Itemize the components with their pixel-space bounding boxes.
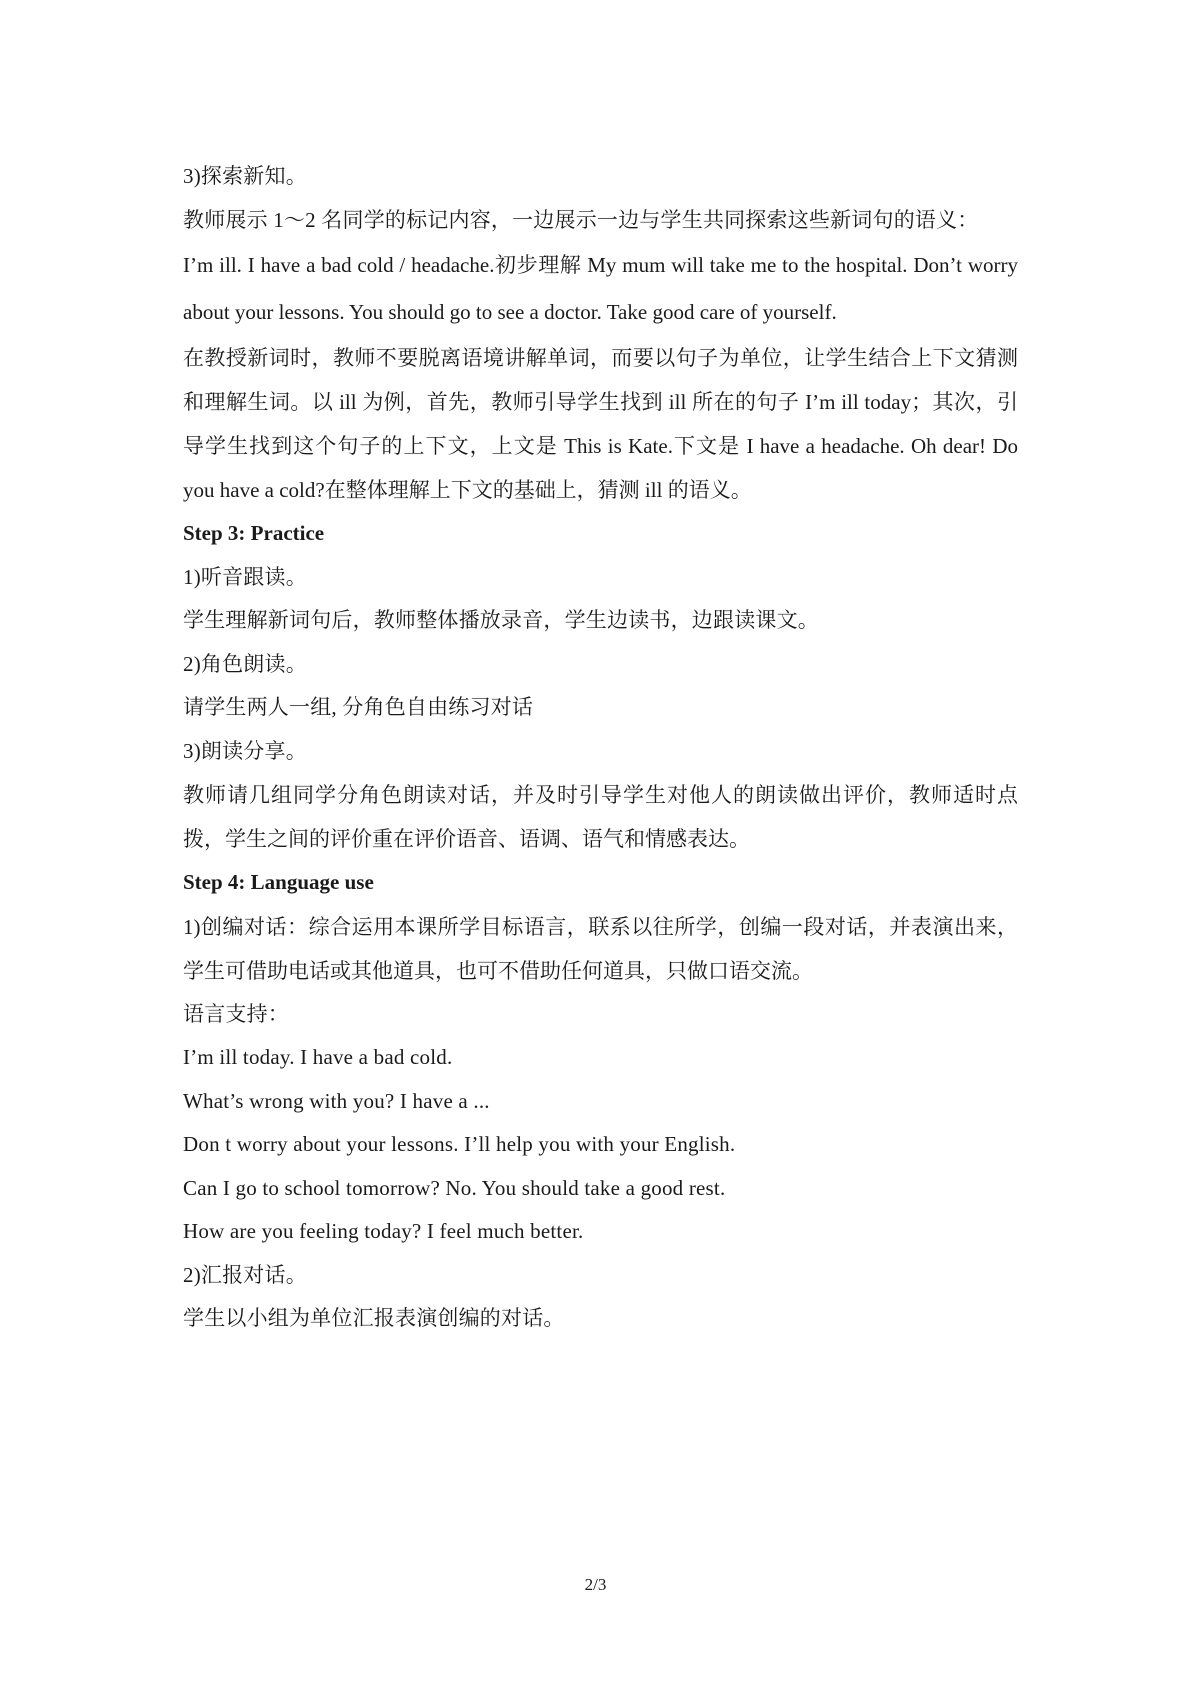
text-line: I’m ill today. I have a bad cold.	[183, 1045, 453, 1069]
text-line: 2)角色朗读。	[183, 651, 307, 676]
paragraph: 1)创编对话：综合运用本课所学目标语言，联系以往所学，创编一段对话，并表演出来，学生可借助电话或其他道具，也可不借助任何道具，只做口语交流。	[183, 914, 1018, 983]
page-body	[183, 155, 1018, 1341]
text-line: 语言支持：	[183, 1001, 289, 1026]
page-number: 2/3	[584, 1575, 607, 1594]
paragraph: 教师请几组同学分角色朗读对话，并及时引导学生对他人的朗读做出评价，教师适时点拨，学生之间的评价重在评价语音、语调、语气和情感表达。	[183, 783, 1018, 851]
section-heading: Step 4: Language use	[183, 870, 374, 894]
text-line: 教师展示 1～2 名同学的标记内容，一边展示一边与学生共同探索这些新词句的语义：	[183, 207, 979, 232]
paragraph: 在教授新词时，教师不要脱离语境讲解单词，而要以句子为单位，让学生结合上下文猜测和理解生词。以 ill 为例，首先，教师引导学生找到 ill 所在的句子 I’m ill today；其次，引导学生找到这个句子的上下文，上文是 This is Kate.下文是 I have a headache. Oh dear! Do you have a cold?在整体理解上下文的基础上，猜测 ill 的语义。	[183, 346, 1018, 502]
text-line: What’s wrong with you? I have a ...	[183, 1088, 490, 1113]
text-line: 学生理解新词句后，教师整体播放录音，学生边读书，边跟读课文。	[183, 608, 819, 632]
text-line: 1)听音跟读。	[183, 564, 307, 589]
text-line: 学生以小组为单位汇报表演创编的对话。	[183, 1306, 565, 1330]
text-line: Don t worry about your lessons. I’ll help you with your English.	[183, 1132, 736, 1156]
text-line: How are you feeling today? I feel much better.	[183, 1219, 584, 1243]
section-heading: Step 3: Practice	[183, 521, 325, 545]
text-line: 请学生两人一组, 分角色自由练习对话	[183, 695, 534, 719]
paragraph: I’m ill. I have a bad cold / headache.初步理解 My mum will take me to the hospital. Don’t worry about your lessons. You should go to see a doctor. Take good care of yourself.	[183, 253, 1018, 324]
text-line: Can I go to school tomorrow? No. You should take a good rest.	[183, 1175, 726, 1200]
text-line: 3)朗读分享。	[183, 738, 307, 763]
text-line: 3)探索新知。	[183, 164, 307, 188]
text-line: 2)汇报对话。	[183, 1262, 307, 1287]
